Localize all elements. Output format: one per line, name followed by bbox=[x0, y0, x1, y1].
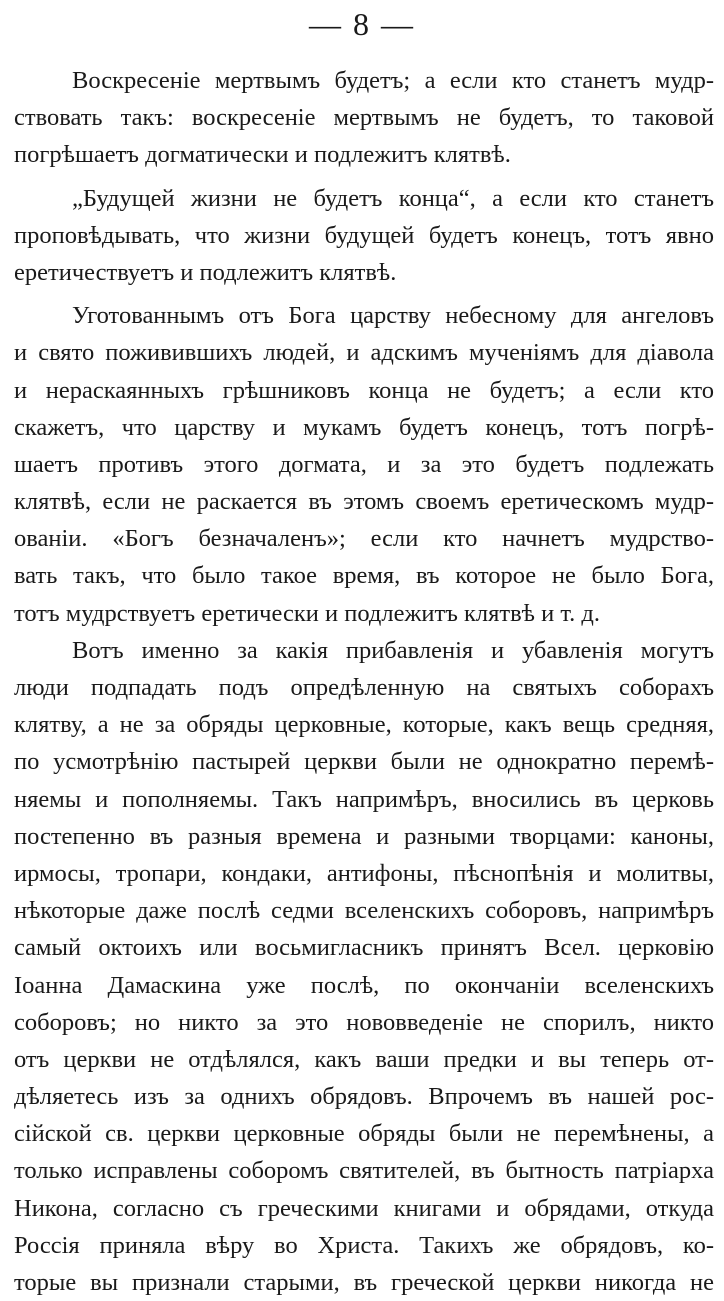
text-line: только исправлены соборомъ святителей, въ бытность патріарха bbox=[14, 1157, 714, 1185]
text-line: отъ церкви не отдѣлялся, какъ ваши предки и вы теперь от- bbox=[14, 1045, 714, 1073]
text-line: ствовать такъ: воскресеніе мертвымъ не будетъ, то таковой bbox=[14, 104, 714, 132]
text-line: торые вы признали старыми, въ греческой церкви никогда не bbox=[14, 1269, 714, 1296]
text-line: ирмосы, тропари, кондаки, антифоны, пѣснопѣнія и молитвы, bbox=[14, 859, 714, 887]
page-number: — 8 — bbox=[309, 6, 415, 42]
text-line: Вотъ именно за какія прибавленія и убавленія могутъ bbox=[72, 636, 714, 664]
text-line: тотъ мудрствуетъ еретически и подлежитъ клятвѣ и т. д. bbox=[14, 599, 601, 627]
text-line: и нераскаянныхъ грѣшниковъ конца не будетъ; а если кто bbox=[14, 376, 714, 404]
text-line: Воскресеніе мертвымъ будетъ; а если кто станетъ мудр- bbox=[72, 67, 714, 94]
text-line: самый октоихъ или восьмигласникъ принятъ Всел. церковію bbox=[14, 934, 714, 962]
text-line: ованіи. «Богъ безначаленъ»; если кто начнетъ мудрство- bbox=[14, 525, 714, 553]
text-line: Іоанна Дамаскина уже послѣ, по окончаніи вселенскихъ bbox=[14, 971, 714, 999]
body-text bbox=[14, 62, 714, 1301]
text-line: няемы и пополняемы. Такъ напримѣръ, вносились въ церковь bbox=[14, 785, 714, 813]
text-line: проповѣдывать, что жизни будущей будетъ конецъ, тотъ явно bbox=[14, 221, 714, 249]
text-line: Никона, согласно съ греческими книгами и обрядами, откуда bbox=[14, 1194, 714, 1222]
text-line: еретичествуетъ и подлежитъ клятвѣ. bbox=[14, 258, 397, 286]
text-line: скажетъ, что царству и мукамъ будетъ конецъ, тотъ погрѣ- bbox=[14, 413, 714, 441]
text-line: соборовъ; но никто за это нововведеніе не спорилъ, никто bbox=[14, 1008, 714, 1036]
text-line: сійской св. церкви церковные обряды были не перемѣнены, а bbox=[14, 1120, 714, 1148]
text-line: дѣляетесь изъ за однихъ обрядовъ. Впрочемъ въ нашей рос- bbox=[14, 1083, 714, 1111]
text-line: „Будущей жизни не будетъ конца“, а если кто станетъ bbox=[72, 184, 714, 212]
text-line: и свято поживившихъ людей, и адскимъ мученіямъ для діавола bbox=[14, 339, 714, 367]
text-line: люди подпадать подъ опредѣленную на святыхъ соборахъ bbox=[14, 674, 714, 701]
text-line: Уготованнымъ отъ Бога царству небесному для ангеловъ bbox=[72, 302, 714, 330]
text-line: клятву, а не за обряды церковные, которые, какъ вещь средняя, bbox=[14, 711, 714, 739]
text-line: по усмотрѣнію пастырей церкви были не однократно перемѣ- bbox=[14, 748, 714, 776]
text-line: вать такъ, что было такое время, въ которое не было Бога, bbox=[14, 562, 714, 590]
text-line: нѣкоторые даже послѣ седми вселенскихъ соборовъ, напримѣръ bbox=[14, 897, 714, 925]
text-line: постепенно въ разныя времена и разными творцами: каноны, bbox=[14, 822, 714, 850]
text-line: клятвѣ, если не раскается въ этомъ своемъ еретическомъ мудр- bbox=[14, 488, 714, 516]
text-line: погрѣшаетъ догматически и подлежитъ клятвѣ. bbox=[14, 141, 511, 169]
text-line: шаетъ противъ этого догмата, и за это будетъ подлежать bbox=[14, 450, 714, 478]
text-line: Россія приняла вѣру во Христа. Такихъ же обрядовъ, ко- bbox=[14, 1231, 714, 1259]
